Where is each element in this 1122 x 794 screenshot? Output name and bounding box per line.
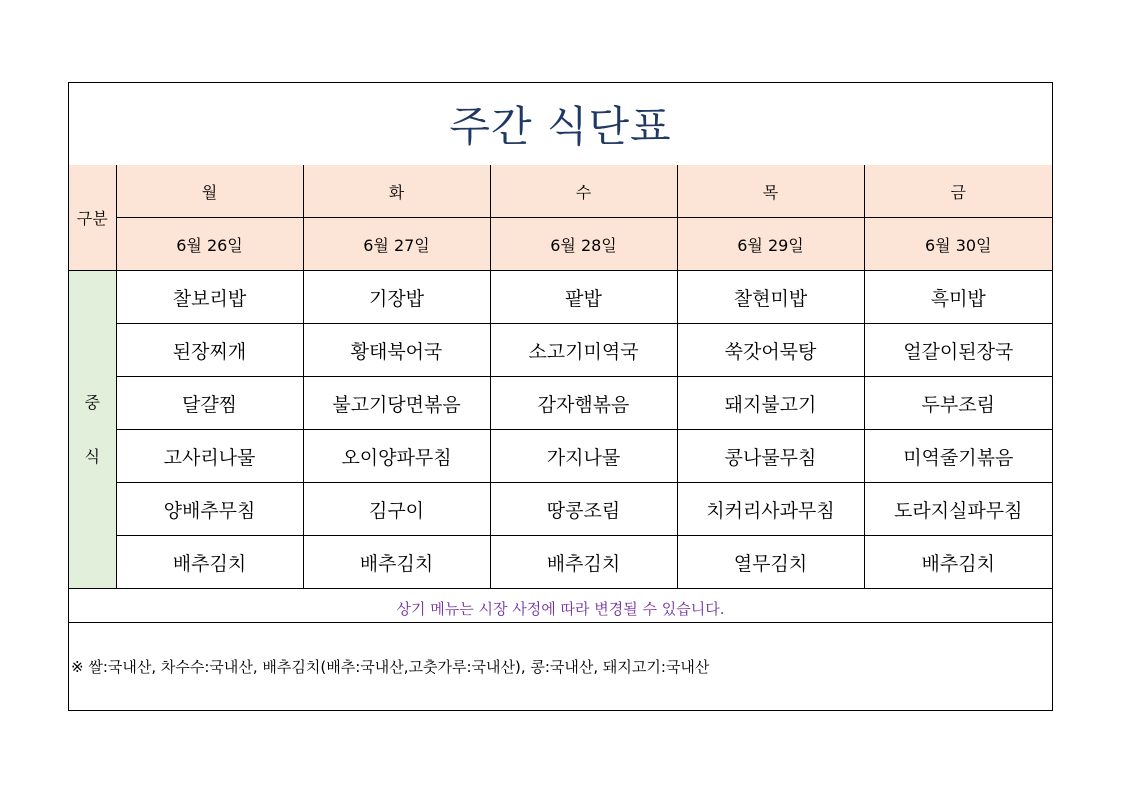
menu-row (69, 430, 1052, 483)
menu-cell: 쑥갓어묵탕 (677, 324, 864, 377)
menu-cell: 기장밥 (303, 271, 490, 324)
menu-change-notice: 상기 메뉴는 시장 사정에 따라 변경될 수 있습니다. (396, 600, 725, 618)
menu-cell: 양배추무침 (116, 483, 303, 536)
menu-cell: 고사리나물 (116, 430, 303, 483)
date-header-thu: 6월 29일 (677, 218, 864, 271)
menu-row (69, 324, 1052, 377)
menu-cell: 김구이 (303, 483, 490, 536)
menu-cell: 가지나물 (490, 430, 677, 483)
menu-cell: 된장찌개 (116, 324, 303, 377)
page-title: 주간 식단표 (449, 102, 672, 151)
menu-cell: 돼지불고기 (677, 377, 864, 430)
origin-info: ※ 쌀:국내산, 차수수:국내산, 배추김치(배추:국내산,고춧가루:국내산), 콩:국내산, 돼지고기:국내산 (71, 658, 710, 676)
origin-row (69, 623, 1054, 710)
menu-cell: 콩나물무침 (677, 430, 864, 483)
menu-cell: 도라지실파무침 (864, 483, 1052, 536)
menu-cell: 찰보리밥 (116, 271, 303, 324)
date-header-wed: 6월 28일 (490, 218, 677, 271)
day-header-row (69, 165, 1052, 218)
meal-label-char: 식 (84, 446, 100, 466)
menu-cell: 배추김치 (303, 536, 490, 589)
menu-cell: 황태북어국 (303, 324, 490, 377)
day-header-fri: 금 (864, 165, 1052, 218)
menu-row (69, 483, 1052, 536)
menu-row (69, 271, 1052, 324)
menu-cell: 치커리사과무침 (677, 483, 864, 536)
menu-cell: 두부조림 (864, 377, 1052, 430)
menu-cell: 오이양파무침 (303, 430, 490, 483)
menu-table (69, 165, 1052, 589)
date-header-row (69, 218, 1052, 271)
menu-cell: 열무김치 (677, 536, 864, 589)
menu-cell: 배추김치 (116, 536, 303, 589)
menu-sheet (68, 82, 1053, 711)
title-row (69, 83, 1052, 166)
category-label: 구분 (69, 165, 116, 271)
menu-cell: 미역줄기볶음 (864, 430, 1052, 483)
menu-cell: 얼갈이된장국 (864, 324, 1052, 377)
menu-cell: 배추김치 (490, 536, 677, 589)
meal-label-char: 중 (84, 392, 100, 412)
menu-cell: 배추김치 (864, 536, 1052, 589)
menu-cell: 불고기당면볶음 (303, 377, 490, 430)
menu-cell: 찰현미밥 (677, 271, 864, 324)
day-header-tue: 화 (303, 165, 490, 218)
date-header-tue: 6월 27일 (303, 218, 490, 271)
notice-row (69, 595, 1052, 623)
meal-label-lunch (69, 271, 116, 589)
date-header-fri: 6월 30일 (864, 218, 1052, 271)
day-header-wed: 수 (490, 165, 677, 218)
menu-cell: 소고기미역국 (490, 324, 677, 377)
menu-cell: 팥밥 (490, 271, 677, 324)
menu-row (69, 377, 1052, 430)
menu-row (69, 536, 1052, 589)
menu-cell: 감자햄볶음 (490, 377, 677, 430)
menu-cell: 흑미밥 (864, 271, 1052, 324)
menu-cell: 땅콩조림 (490, 483, 677, 536)
date-header-mon: 6월 26일 (116, 218, 303, 271)
day-header-thu: 목 (677, 165, 864, 218)
day-header-mon: 월 (116, 165, 303, 218)
menu-cell: 달걀찜 (116, 377, 303, 430)
